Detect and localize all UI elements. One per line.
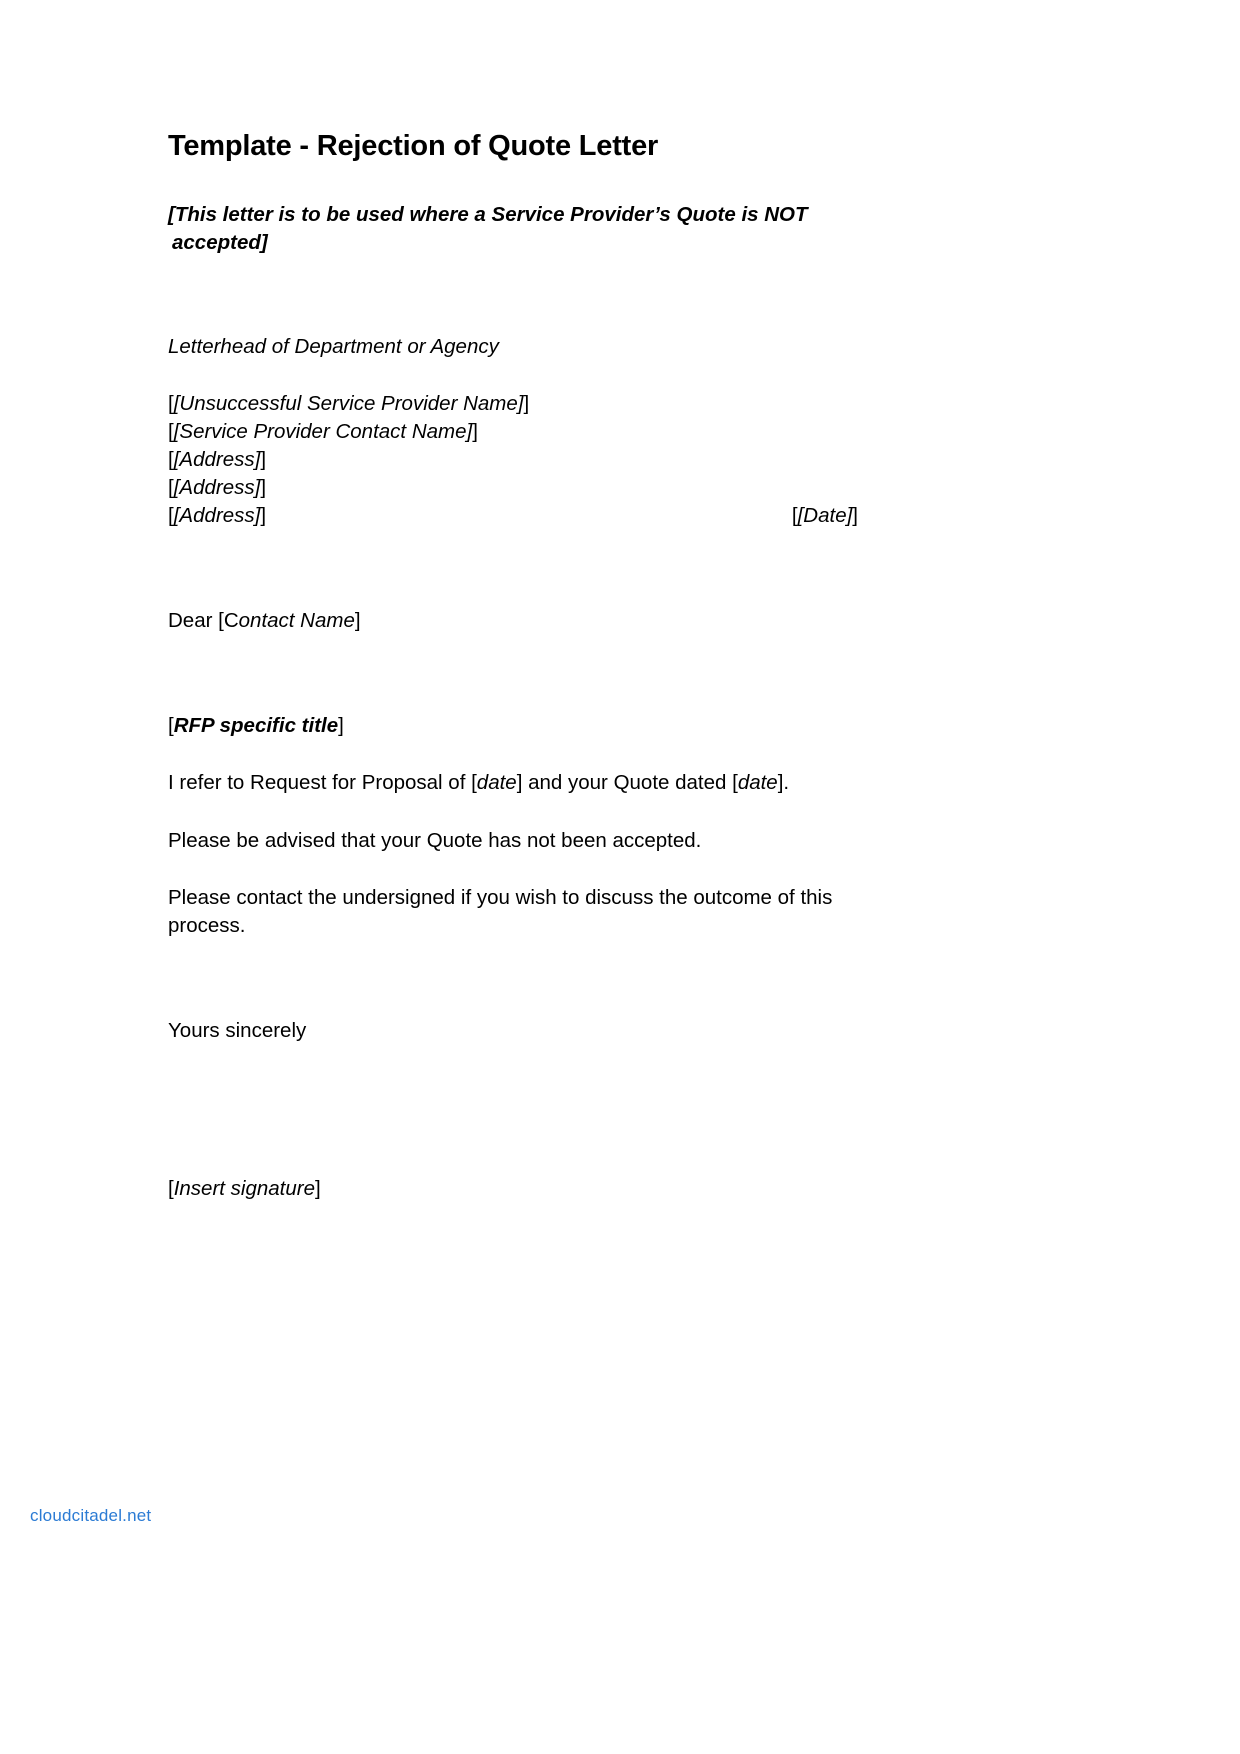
spacer-before-closing [168,940,898,1018]
rfp-title-text: RFP specific title [173,713,339,737]
address-line-2-text: [Address] [173,476,261,500]
document-subtitle: [This letter is to be used where a Service Provider’s Quote is NOT accepted] [168,203,808,254]
address-line-3-row [168,502,858,530]
recipient-address-block [168,390,898,529]
address-contact-name: [[Service Provider Contact Name]] [168,420,478,444]
spacer-before-salutation [168,530,898,608]
rfp-close-bracket: ] [338,713,344,737]
letter-content [168,130,898,1203]
spacer-between-p2-p3 [168,854,898,884]
spacer-after-letterhead [168,360,898,390]
signature-placeholder-text: Insert signature [173,1177,316,1201]
signature-placeholder [168,1176,898,1203]
body-paragraph-1 [168,769,893,797]
address-contact-name-text: [Service Provider Contact Name] [173,420,473,444]
body-paragraph-3: Please contact the undersigned if you wish to discuss the outcome of this process. [168,886,833,938]
address-line-3: [[Address]] [168,503,267,527]
spacer-between-p1-p2 [168,797,898,827]
address-provider-name: [[Unsuccessful Service Provider Name]] [168,392,530,416]
salutation-contact-placeholder: ontact Name [238,608,355,632]
body-p1-date-1: date [476,771,517,795]
body-p1-date-2: date [737,771,778,795]
spacer-before-rfp-title [168,635,898,713]
signature-open-bracket: [ [168,1177,174,1201]
salutation-close-bracket: ] [354,608,361,632]
signature-space [168,1044,898,1176]
spacer-after-rfp-title [168,739,898,769]
spacer-after-subtitle [168,256,898,334]
body-p1-part-3: ]. [777,771,790,795]
address-line-1-text: [Address] [173,448,261,472]
body-paragraph-2: Please be advised that your Quote has not been accepted. [168,828,702,852]
salutation-greeting: Dear [C [168,608,239,632]
address-line-2: [[Address]] [168,476,267,500]
address-provider-name-text: [Unsuccessful Service Provider Name] [173,392,524,416]
footer-watermark[interactable]: cloudcitadel.net [30,1506,152,1525]
address-line-3-text: [Address] [173,503,261,527]
date-placeholder: [[Date]] [791,503,858,527]
letterhead-placeholder: Letterhead of Department or Agency [168,334,499,358]
page-title: Template - Rejection of Quote Letter [168,130,659,162]
closing-salutation: Yours sincerely [168,1018,307,1042]
body-p1-part-1: I refer to Request for Proposal of [ [168,771,477,795]
body-p1-part-2: ] and your Quote dated [ [516,771,738,795]
rfp-open-bracket: [ [168,713,174,737]
signature-close-bracket: ] [315,1177,321,1201]
rfp-specific-title [168,713,898,740]
salutation [168,608,898,635]
date-placeholder-text: [Date] [797,503,853,527]
address-line-1: [[Address]] [168,448,267,472]
